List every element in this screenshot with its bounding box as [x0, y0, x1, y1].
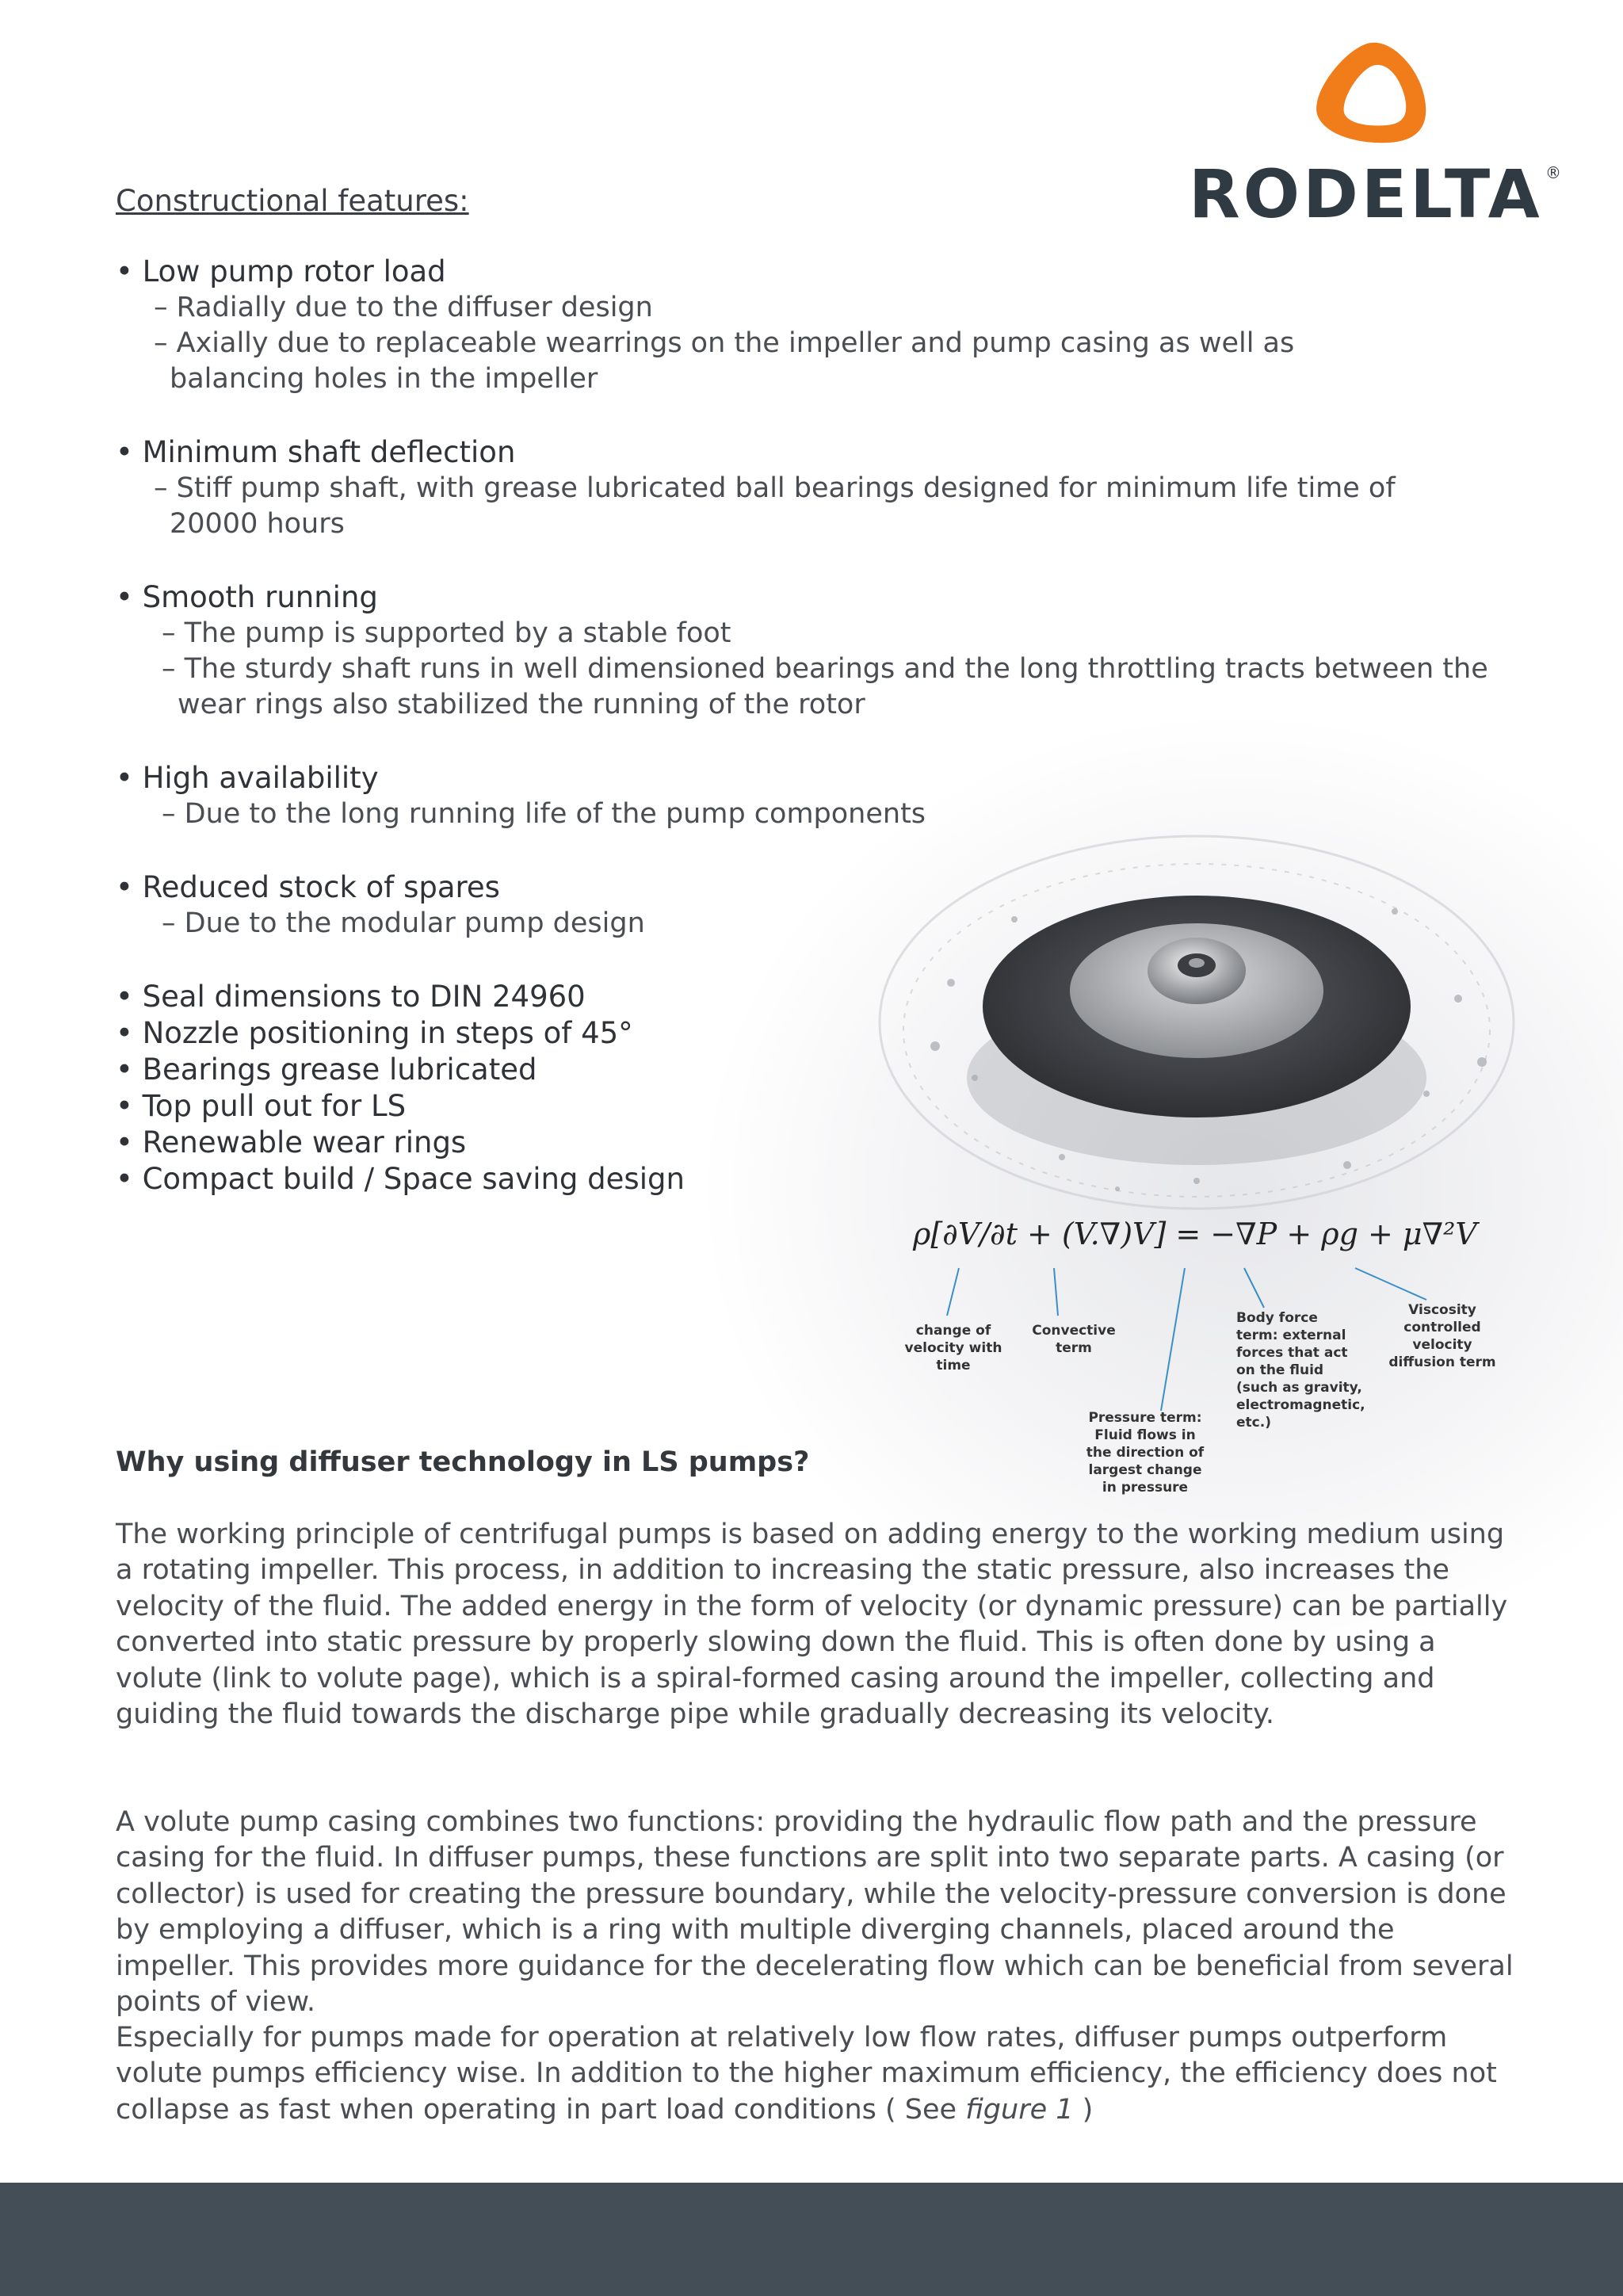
- feature-heading: • Reduced stock of spares: [116, 870, 500, 904]
- feature-group: [116, 579, 1510, 723]
- feature-heading: • Minimum shaft deflection: [116, 435, 516, 469]
- feature-item: • Top pull out for LS: [116, 1089, 407, 1123]
- feature-detail: – Due to the modular pump design: [162, 907, 645, 939]
- feature-detail: – Due to the long running life of the pump components: [162, 798, 926, 830]
- feature-item: • Nozzle positioning in steps of 45°: [116, 1016, 633, 1050]
- why-diffuser-title: Why using diffuser technology in LS pumps?: [116, 1446, 810, 1478]
- diffuser-impeller-image: [856, 824, 1537, 1236]
- feature-heading: • Low pump rotor load: [116, 254, 446, 288]
- feature-group: [116, 434, 1510, 542]
- feature-item: • Compact build / Space saving design: [116, 1162, 685, 1196]
- footer-band: [0, 2183, 1623, 2296]
- term-body-force: Body force term: external forces that act on the fluid (such as gravity, electromagnetic, etc.): [1236, 1310, 1365, 1431]
- registered-mark: ®: [1545, 163, 1561, 182]
- term-change-velocity: change of velocity with time: [904, 1323, 1002, 1373]
- feature-item: • Bearings grease lubricated: [116, 1052, 537, 1087]
- paragraph-efficiency: [116, 2020, 1518, 2128]
- feature-detail: – Axially due to replaceable wearrings on the impeller and pump casing as well as balancing holes in the impeller: [154, 327, 1295, 395]
- rodelta-emblem-icon: [1189, 38, 1569, 157]
- rodelta-logo: [1189, 38, 1569, 233]
- paragraph-volute-casing: A volute pump casing combines two functions: providing the hydraulic flow path and the pressure casing for the fluid. In diffuser pumps, these functions are split into two separate parts. A casing (or collector) is used for creating the pressure boundary, while the velocity-pressure conversion is done by employing a diffuser, which is a ring with multiple diverging channels, placed around the impeller. This provides more guidance for the decelerating flow which can be beneficial from several points of view.: [116, 1806, 1514, 2019]
- term-pressure: Pressure term: Fluid flows in the direction of largest change in pressure: [1086, 1410, 1205, 1496]
- term-convective: Convective term: [1032, 1323, 1116, 1356]
- feature-item: • Seal dimensions to DIN 24960: [116, 980, 586, 1014]
- feature-item: • Renewable wear rings: [116, 1125, 467, 1159]
- feature-detail: – Radially due to the diffuser design: [154, 292, 653, 323]
- navier-stokes-formula: ρ[∂V/∂t + (V.∇)V] = −∇P + ρg + μ∇²V: [913, 1217, 1477, 1251]
- features-title: Constructional features:: [116, 184, 469, 218]
- feature-group: [116, 760, 1510, 832]
- feature-detail: – The sturdy shaft runs in well dimensioned bearings and the long throttling tracts between the wear rings also stabilized the running of the rotor: [162, 653, 1488, 720]
- paragraph-working-principle: The working principle of centrifugal pumps is based on adding energy to the working medium using a rotating impeller. This process, in addition to increasing the static pressure, also increases the velocity of the fluid. The added energy in the form of velocity (or dynamic pressure) can be partially converted into static pressure by properly slowing down the fluid. This is often done by using a volute (link to volute page), which is a spiral-formed casing around the impeller, collecting and guiding the fluid towards the discharge pipe while gradually decreasing its velocity.: [116, 1519, 1508, 1731]
- feature-detail: – Stiff pump shaft, with grease lubricated ball bearings designed for minimum life time of 20000 hours: [154, 472, 1396, 540]
- figure-1-link[interactable]: figure 1: [965, 2093, 1074, 2126]
- feature-detail: – The pump is supported by a stable foot: [162, 617, 731, 649]
- paragraph-efficiency-text: Especially for pumps made for operation at relatively low flow rates, diffuser pumps outperform volute pumps efficiency wise. In addition to the higher maximum efficiency, the efficiency does not collapse as fast when operating in part load conditions ( See: [116, 2022, 1497, 2126]
- term-viscosity: Viscosity controlled velocity diffusion term: [1388, 1302, 1496, 1370]
- feature-heading: • Smooth running: [116, 580, 378, 614]
- brand-name: RODELTA: [1189, 155, 1543, 233]
- feature-heading: • High availability: [116, 761, 379, 795]
- paragraph-efficiency-end: ): [1073, 2093, 1094, 2126]
- feature-group: [116, 254, 1510, 397]
